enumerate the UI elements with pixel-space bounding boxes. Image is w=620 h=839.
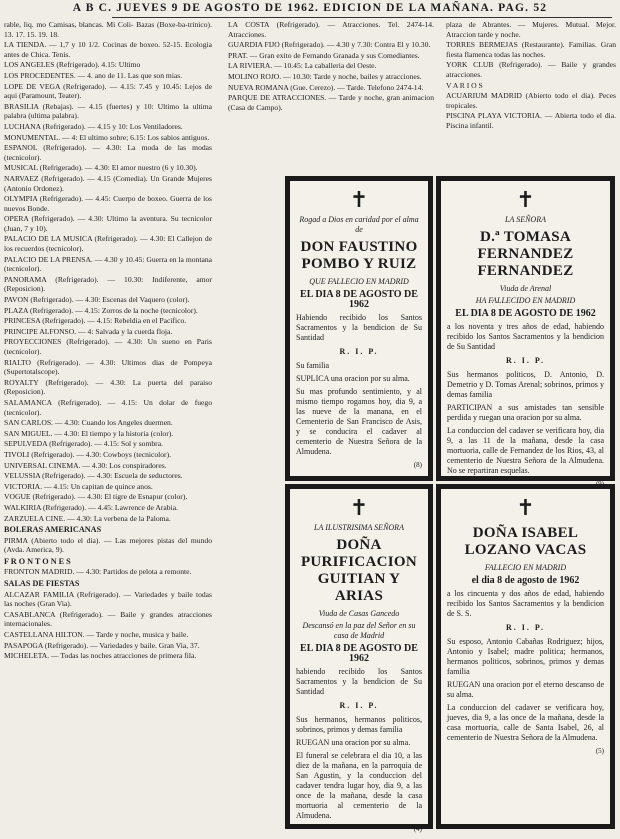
listing-entry: UNIVERSAL CINEMA. — 4.30: Los conspiradores. (4, 460, 167, 470)
listings-sections (4, 525, 212, 661)
listing-entry: PIRMA (Abierto todo el dia). — Las mejores pistas del mundo (Avda. America, 9). (4, 535, 212, 555)
obituary-content (441, 181, 610, 493)
deceased-name: DOÑA PURIFICACION GUITIAN Y ARIAS (300, 537, 418, 604)
obituary-request: SUPLICA una oracion por su alma. (296, 374, 410, 383)
listing-entry: ROYALTY (Refrigerado). — 4.30: La puerta del paraiso (Reposicion). (4, 377, 212, 397)
listing-entry: LOS ANGELES (Refrigerado). 4.15: Ultimo (4, 60, 141, 70)
listing-entry: NUEVA ROMANA (Gue. Cerezo). — Tarde. Telefono 2474-14. (228, 82, 424, 92)
obituary-sacraments: a los cincuenta y dos años de edad, habiendo recibido los Santos Sacramentos y la bendicion de S. S. (447, 589, 604, 618)
listing-entry: TIVOLI (Refrigerado). — 4.30: Cowboys (tecnicolor). (4, 449, 172, 459)
obituary-request: RUEGAN una oracion por el eterno descanso de su alma. (447, 680, 604, 699)
page-header: A B C. JUEVES 9 DE AGOSTO DE 1962. EDICION DE LA MAÑANA. PAG. 52 (72, 2, 548, 14)
listing-entry: PANORAMA (Refrigerado). — 10.30: Indiferente, amor (Reposicion). (4, 274, 212, 294)
listing-entry: PISCINA PLAYA VICTORIA. — Abierta todo el dia. Piscina infantil. (446, 111, 616, 130)
obituary-content (441, 489, 610, 760)
section-heading: F R O N T O N E S (4, 556, 71, 566)
listing-entry: LA COSTA (Refrigerado). — Atracciones. Tel. 2474-14. Atracciones. (228, 20, 434, 39)
rip-mark: R. I. P. (339, 701, 379, 710)
obituary-lead: LA ILUSTRISIMA SEÑORA (314, 523, 404, 532)
listing-entry: NARVAEZ (Refrigerado). — 4.15 (Comedia). Un Grande Mujeres (Antonio Ordonez). (4, 173, 212, 193)
listing-entry: plaza de Abrantes. — Mujeres. Mutual. Mejor. Atraccion tarde y noche. (446, 20, 616, 39)
listing-entry: PROYECCIONES (Refrigerado). — 4.30: Un sueno en Paris (tecnicolor). (4, 337, 212, 356)
obituary-ref: (4) (413, 825, 422, 833)
obituary-pombo (285, 176, 433, 481)
listing-entry: MOLINO ROJO. — 10.30: Tarde y noche, bailes y atracciones. (228, 71, 422, 81)
listing-entry: LUCHANA (Refrigerado). — 4.15 y 10: Los Ventiladores. (4, 121, 183, 131)
obituary-body: El funeral se celebrara el dia 10, a las diez de la mañana, en la parroquia de San Agustin, y la conduccion del cadaver tendra lugar hoy, dia 9, a las once de la mañana, desde la casa mortuoria al cementerio de la Almudena. (296, 751, 422, 820)
listing-entry: VOGUE (Refrigerado). — 4.30: El tigre de Esnapur (color). (4, 492, 188, 502)
listing-entry: V A R I O S (446, 80, 483, 90)
listing-entry: PLAZA (Refrigerado). — 4.15: Zorros de la noche (tecnicolor). (4, 305, 198, 315)
rip-mark: R. I. P. (505, 623, 546, 632)
death-date: EL DIA 8 DE AGOSTO DE 1962 (455, 308, 596, 319)
deceased-name: DOÑA ISABEL LOZANO VACAS (464, 525, 587, 558)
listing-entry: GUARDIA FIJO (Refrigerado). — 4.30 y 7.30: Contra El y 10.30. (228, 40, 431, 50)
obituary-family: Su familia (296, 361, 330, 370)
obituary-guitian (285, 484, 433, 833)
section-heading: BOLERAS AMERICANAS (4, 525, 102, 535)
death-date: EL DIA 8 DE AGOSTO DE 1962 (300, 289, 418, 310)
obituary-request: PARTICIPAN a sus amistades tan sensible perdida y ruegan una oracion por su alma. (447, 403, 604, 422)
listing-entry: TORRES BERMEJAS (Restaurante). Familias. Gran fiesta flamenca todas las noches. (446, 40, 616, 59)
obituary-line: HA FALLECIDO EN MADRID (475, 296, 576, 305)
obituary-sacraments: a los noventa y tres años de edad, habiendo recibido los Santos Sacramentos y la bendicion de Su Santidad (447, 322, 604, 351)
listing-entry: LA TIENDA. — 1,7 y 10 1/2. Cocinas de boxeo. 52-15. Ecologia antes de Chica. Tenis. (4, 40, 212, 59)
obituary-lozano (436, 484, 615, 829)
listing-entry: SALAMANCA (Refrigerado). — 4.15: Un dolar de fuego (tecnicolor). (4, 397, 212, 417)
listing-entry: PARQUE DE ATRACCIONES. — Tarde y noche, gran animacion (Casa de Campo). (228, 93, 434, 112)
listings-column-2 (228, 20, 434, 170)
deceased-name: DON FAUSTINO POMBO Y RUIZ (300, 239, 418, 272)
listing-entry: rable, liq. mo Camisas, blancas. Mi Coli- Bazas (Boxe-ba-trinico). 13. 17. 15. 19. 18. (4, 20, 212, 39)
rip-mark: R. I. P. (339, 347, 379, 356)
listing-entry: VELUSSIA (Refrigerado). — 4.30: Escuela de seductores. (4, 471, 183, 481)
obituary-body: La conduccion del cadaver se verificara hoy, dia 9, a las 11 de la mañana, desde la casa mortuoria, calle de Fernandez de los Rios, 43, al cementerio de Nuestra Señora de la Almudena. No se repartiran esquelas. (447, 426, 604, 475)
listings-column-3 (446, 20, 616, 170)
listing-entry: SAN CARLOS. — 4.30: Cuando los Angeles duermen. (4, 418, 173, 428)
listing-entry: LA RIVIERA. — 10.45: La caballeria del Oeste. (228, 61, 377, 71)
listing-entry: CASABLANCA (Refrigerado). — Baile y grandes atracciones internacionales. (4, 609, 212, 629)
listing-entry: ALCAZAR FAMILIA (Refrigerado). — Variedades y baile todas las noches (Gran Via). (4, 589, 212, 609)
listing-entry: PALACIO DE LA PRENSA. — 4.30 y 10.45: Guerra en la montana (tecnicolor). (4, 254, 212, 274)
death-date: EL DIA 8 DE AGOSTO DE 1962 (300, 643, 418, 664)
obituary-family: Sus hermanos politicos, D. Antonio, D. Demetrio y D. Tomas Arenal; sobrinos, primos y demas familia (447, 370, 604, 399)
deceased-name: D.ª TOMASA FERNANDEZ FERNANDEZ (477, 229, 574, 279)
header-rule (112, 17, 612, 18)
listing-entry: WALKIRIA (Refrigerado). — 4.45: Lawrence de Arabia. (4, 502, 178, 512)
cross-icon: ✝ (349, 188, 369, 213)
listing-entry: CASTELLANA HILTON. — Tarde y noche, musica y baile. (4, 630, 189, 640)
obituary-family: Su esposo, Antonio Cabañas Rodriguez; hijos, Antonio y Isabel; madre politica; hermanos, hermanos politicos, sobrinos, primos y demas familia (447, 637, 604, 676)
obituary-sacraments: Habiendo recibido los Santos Sacramentos y la bendicion de Su Santidad (296, 313, 422, 342)
obituary-lead: LA SEÑORA (505, 215, 546, 224)
listing-entry: PRINCIPE ALFONSO. — 4: Salvada y la cuerda floja. (4, 326, 173, 336)
listing-entry: YORK CLUB (Refrigerado). — Baile y grandes atracciones. (446, 60, 616, 79)
listing-entry: BRASILIA (Rebajas). — 4.15 (fuertes) y 10: Ultimo la ultima palabra (ultima palabra). (4, 101, 212, 121)
listing-entry: SAN MIGUEL. — 4.30: El tiempo y la historia (color). (4, 428, 174, 438)
cross-icon: ✝ (516, 496, 535, 521)
cross-icon: ✝ (516, 188, 535, 213)
listing-entry: PASAPOGA (Refrigerado). — Variedades y baile. Gran Via, 37. (4, 640, 200, 650)
listing-entry: VICTORIA. — 4.15: Un capitan de quince anos. (4, 481, 153, 491)
rip-mark: R. I. P. (505, 356, 546, 365)
listing-entry: PAVON (Refrigerado). — 4.30: Escenas del Vaquero (color). (4, 295, 190, 305)
listing-entry: ZARZUELA CINE. — 4.30: La verbena de la Paloma. (4, 513, 171, 523)
listing-entry: RIALTO (Refrigerado). — 4.30: Ultimos dias de Pompeya (Supertotalscope). (4, 357, 212, 377)
listing-entry: MICHELETA. — Todas las noches atracciones de primera fila. (4, 651, 197, 661)
obituary-family: Sus hermanos, hermanos politicos, sobrinos, primos y demas familia (296, 715, 422, 734)
obituary-subtitle: Viuda de Arenal (499, 284, 552, 293)
listing-entry: FRONTON MADRID. — 4.30: Partidos de pelota a remonte. (4, 567, 192, 577)
obituary-ref: (8) (413, 461, 422, 469)
section-heading: SALAS DE FIESTAS (4, 579, 80, 589)
obituary-sacraments: habiendo recibido los Santos Sacramentos y la bendicion de Su Santidad (296, 667, 422, 696)
obituary-body: Su mas profundo sentimiento, y al mismo tiempo rogamos hoy, dia 9, a las nueve de la manana, en el Cementerio de San Francisco de Asis, y se conducira el cadaver al cementerio de Nuestra Señora de la Almudena. (296, 387, 422, 456)
listing-entry: MONUMENTAL. — 4: El ultimo sobre; 6.15: Los sabios antiguos. (4, 132, 210, 142)
obituary-body: La conduccion del cadaver se verificara hoy, jueves, dia 9, a las once de la mañana, desde la casa mortuoria, calle de Santa Isabel, 26, al cementerio de Nuestra Señora de la Almudena. (447, 703, 604, 742)
obituary-line: Descansó en la paz del Señor en su casa de Madrid (302, 621, 416, 640)
obituary-lead: Rogad a Dios en caridad por el alma de (299, 215, 419, 234)
listing-entry: OLYMPIA (Refrigerado). — 4.45: Cuerpo de boxeo. Guerra de los nuevos Bonde. (4, 194, 212, 213)
listing-entry: PRINCESA (Refrigerado). — 4.15: Rebeldia en el Pacifico. (4, 316, 187, 326)
listing-entry: MUSICAL (Refrigerado). — 4.30: El amor nuestro (6 y 10.30). (4, 163, 198, 173)
listing-entry: SEPULVEDA (Refrigerado). — 4.15: Sol y sombra. (4, 439, 163, 449)
listing-entry: ACUARIUM MADRID (Abierto todo el dia). Peces tropicales. (446, 91, 616, 110)
obituary-fernandez (436, 176, 615, 481)
listing-entry: LOPE DE VEGA (Refrigerado). — 4.15: 7.45 y 10.45: Lejos de aqui (Paramount, Teater). (4, 81, 212, 101)
obituary-ref: (5) (595, 747, 604, 755)
obituary-content (290, 181, 428, 474)
listing-entry: LOS PROCEDENTES. — 4. ano de 11. Las que son mias. (4, 70, 183, 80)
listing-entry: ESPANOL (Refrigerado). — 4.30: La moda de las modas (tecnicolor). (4, 143, 212, 162)
listings-paragraphs (4, 20, 212, 523)
listing-entry: OPERA (Refrigerado). — 4.30: Ultimo la aventura. Su tecnicolor (Juan, 7 y 10). (4, 214, 212, 233)
obituary-line: FALLECIO EN MADRID (484, 563, 567, 572)
listing-entry: PALACIO DE LA MUSICA (Refrigerado). — 4.30: El Callejon de los recuerdos (tecnicolor). (4, 234, 212, 254)
obituary-line: QUE FALLECIO EN MADRID (309, 277, 409, 286)
death-date: el dia 8 de agosto de 1962 (471, 575, 580, 586)
obituary-request: RUEGAN una oracion por su alma. (296, 738, 411, 747)
listings-column-1 (4, 20, 212, 832)
cross-icon: ✝ (349, 496, 369, 521)
obituary-content (290, 489, 428, 838)
listing-entry: PRAT. — Gran exito de Fernando Granada y sus Comediantes. (228, 50, 420, 60)
obituary-subtitle: Viuda de Casas Gancedo (318, 609, 400, 618)
